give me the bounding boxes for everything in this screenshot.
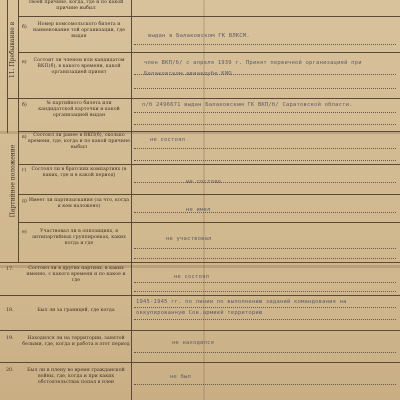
answer-text: выдан в Балаковском ГК ВЛКСМ. (148, 33, 250, 39)
answer-text: не имел (186, 207, 211, 213)
answer-text: не находился (172, 340, 215, 346)
row-rule (0, 295, 400, 296)
answer-line (134, 352, 396, 353)
answer-text: не участвовал (166, 236, 212, 242)
question-text: Состоял ли в братских компартиях (в каких, где и в какой период) (31, 167, 127, 179)
question-number: 19. (6, 336, 14, 341)
question-number: б) (22, 103, 27, 108)
question-text: Состоял ли ранее в ВКП(б), сколько времени, где, когда и по какой причине выбыл (28, 133, 130, 151)
question-text: своей причине, когда, где и по какой причине выбыл (28, 0, 124, 12)
row-rule (0, 262, 400, 263)
question-number: д) (22, 199, 27, 204)
answer-text: член ВКП/б/ с апреля 1939 г. Принят первичной организацией при Балаковском авиаклубе КИО. (144, 60, 362, 77)
answer-line (134, 160, 396, 161)
question-text: Имеет ли партвзыскания (за что, когда и кем наложено) (28, 198, 130, 210)
row-rule (18, 194, 400, 195)
question-text: № партийного билета или кандидатской карточки и какой организацией выдан (38, 101, 120, 119)
question-text: Был ли за границей, где когда (37, 308, 115, 313)
answer-line (134, 248, 396, 249)
answer-text: 1945-1945 гг. по линии по выполнению заданий командования на оккупированную Сов.армией территорию (136, 299, 347, 316)
row-rule (18, 131, 400, 132)
answer-line (134, 124, 396, 125)
row-rule (18, 16, 400, 17)
question-text: Участвовал ли в оппозициях, в антипартийных группировках, каких когда и где (32, 229, 126, 247)
row-rule (0, 330, 400, 331)
question-number: б) (22, 25, 27, 30)
question-number: е) (22, 230, 27, 235)
question-number: 20. (6, 368, 14, 373)
question-number: 18. (6, 308, 14, 313)
row-rule (0, 362, 400, 363)
row-rule (18, 222, 400, 223)
answer-text: не состоял (150, 137, 186, 143)
row-rule (18, 164, 400, 165)
section-header-previous: 11. Пребывание в (9, 21, 17, 79)
answer-line (134, 291, 396, 292)
question-text: Состоит ли членом или кандидатом ВКП(б), в какого времени, какой организацией принят (33, 58, 125, 76)
question-text: Находился ли на территории, занятой белыми, где, когда и работа в этот период (22, 336, 130, 348)
question-text: Был ли в плену во время гражданской войны, где, когда и при каких обстоятельствах попал в плен (27, 368, 125, 386)
answer-text: не состоял (186, 179, 222, 185)
answer-text: не состоял (174, 274, 210, 280)
answer-line (134, 112, 396, 113)
column-rule (7, 0, 8, 133)
question-number: г) (22, 168, 27, 173)
answer-line (134, 88, 396, 89)
row-rule (18, 52, 400, 53)
question-number: в) (22, 135, 27, 140)
question-text: Состоял ли в других партиях, в каких именно, с какого времени и по какое и где (26, 266, 126, 284)
answer-text: п/б 2496671 выдан Балаковским ГК ВКП/б/ Саратовской области. (142, 102, 353, 108)
answer-line (134, 44, 396, 45)
answer-line (134, 258, 396, 259)
question-number: 17. (6, 267, 14, 272)
question-number: в) (22, 60, 27, 65)
column-rule (131, 0, 132, 400)
answer-line (134, 319, 396, 320)
answer-line (134, 384, 396, 385)
answer-line (134, 148, 396, 149)
question-text: Номер комсомольского билета и наименование той организации, где выдан (32, 22, 126, 40)
answer-text: не был (170, 374, 192, 380)
row-rule (7, 98, 400, 99)
section-header-party: Партийное положение (9, 144, 17, 218)
